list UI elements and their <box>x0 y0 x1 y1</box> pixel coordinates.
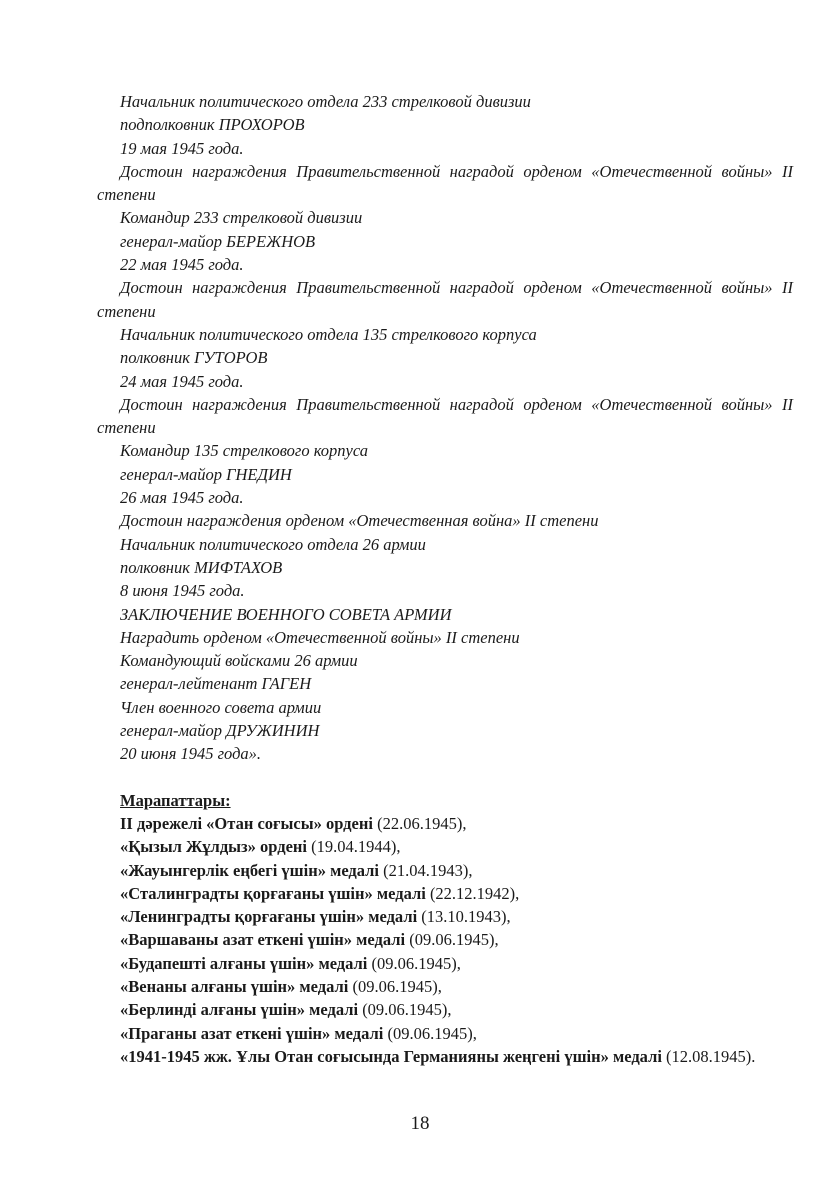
award-date: (09.06.1945), <box>358 1000 452 1020</box>
letter-text <box>97 90 793 766</box>
award-date: (09.06.1945), <box>405 930 499 950</box>
award-item <box>97 928 793 951</box>
page-number: 18 <box>410 1113 430 1134</box>
award-date: (19.04.1944), <box>307 837 401 857</box>
verdict-paragraph: Достоин награждения Правительственной наградой орденом «Отечественной войны» II степени <box>97 394 793 438</box>
text-line: 19 мая 1945 года. <box>120 138 244 158</box>
award-date: (09.06.1945), <box>383 1023 477 1043</box>
verdict-paragraph: Достоин награждения Правительственной наградой орденом «Отечественной войны» II степени <box>97 278 793 321</box>
text-line: Начальник политического отдела 135 стрелкового корпуса <box>120 324 537 344</box>
award-item <box>97 835 793 858</box>
award-name: «Қызыл Жұлдыз» ордені <box>120 837 308 857</box>
verdict-paragraph: Достоин награждения Правительственной наградой орденом «Отечественной войны» II степени <box>97 161 793 205</box>
award-name: «Жауынгерлік еңбегі үшін» медалі <box>120 860 380 880</box>
award-item <box>97 975 793 998</box>
award-name: «Берлинді алғаны үшін» медалі <box>120 1000 359 1020</box>
award-name: II дәрежелі «Отан соғысы» ордені <box>120 813 373 833</box>
award-date: (22.06.1945), <box>372 813 467 833</box>
award-date: (09.06.1945), <box>367 953 461 973</box>
awards-list <box>97 812 793 1045</box>
text-line: Командующий войсками 26 армии <box>120 651 358 671</box>
text-line: ЗАКЛЮЧЕНИЕ ВОЕННОГО СОВЕТА АРМИИ <box>120 604 452 624</box>
text-line: полковник ГУТОРОВ <box>120 348 268 368</box>
text-line: Начальник политического отдела 26 армии <box>120 534 426 554</box>
award-name: «Варшаваны азат еткені үшін» медалі <box>120 930 406 950</box>
text-line: 24 мая 1945 года. <box>120 371 244 391</box>
text-line: полковник МИФТАХОВ <box>120 557 283 577</box>
award-date: (21.04.1943), <box>379 860 473 880</box>
award-date: (22.12.1942), <box>425 883 520 903</box>
awards-heading: Марапаттары: <box>120 790 231 810</box>
text-line: генерал-майор ГНЕДИН <box>120 464 292 484</box>
award-name: «Будапешті алғаны үшін» медалі <box>120 953 368 973</box>
text-line: подполковник ПРОХОРОВ <box>120 115 305 135</box>
text-line: Командир 135 стрелкового корпуса <box>120 441 369 461</box>
text-line: Наградить орденом «Отечественной войны» II степени <box>120 627 520 647</box>
text-line: генерал-лейтенант ГАГЕН <box>120 674 312 694</box>
award-name: «Венаны алғаны үшін» медалі <box>120 976 349 996</box>
text-line: 8 июня 1945 года. <box>120 581 245 601</box>
award-name: «Ленинградты қорғағаны үшін» медалі <box>120 907 418 927</box>
award-date: (13.10.1943), <box>417 907 511 927</box>
section-gap <box>97 766 793 789</box>
award-name: «Сталинградты қорғағаны үшін» медалі <box>120 883 426 903</box>
award-item <box>97 1022 793 1045</box>
text-line: Достоин награждения орденом «Отечественная война» II степени <box>120 511 599 531</box>
text-line: 22 мая 1945 года. <box>120 255 244 275</box>
award-item <box>97 952 793 975</box>
text-line: Член военного совета армии <box>120 697 322 717</box>
text-line: генерал-майор БЕРЕЖНОВ <box>120 231 316 251</box>
award-item <box>97 905 793 928</box>
award-date: (12.08.1945). <box>661 1046 756 1066</box>
text-line: генерал-майор ДРУЖИНИН <box>120 721 320 741</box>
award-item <box>97 882 793 905</box>
page-content <box>97 90 793 1068</box>
award-name: «1941-1945 жж. Ұлы Отан соғысында Германияны жеңгені үшін» медалі <box>120 1046 662 1066</box>
award-item <box>97 812 793 835</box>
text-line: Начальник политического отдела 233 стрелковой дивизии <box>120 92 531 111</box>
award-name: «Праганы азат еткені үшін» медалі <box>120 1023 384 1043</box>
award-item <box>97 998 793 1021</box>
text-line: 20 июня 1945 года». <box>120 744 262 764</box>
award-item <box>97 859 793 882</box>
text-line: 26 мая 1945 года. <box>120 488 244 508</box>
award-item-victory-medal <box>97 1045 793 1068</box>
award-date: (09.06.1945), <box>348 976 442 996</box>
text-line: Командир 233 стрелковой дивизии <box>120 208 363 228</box>
